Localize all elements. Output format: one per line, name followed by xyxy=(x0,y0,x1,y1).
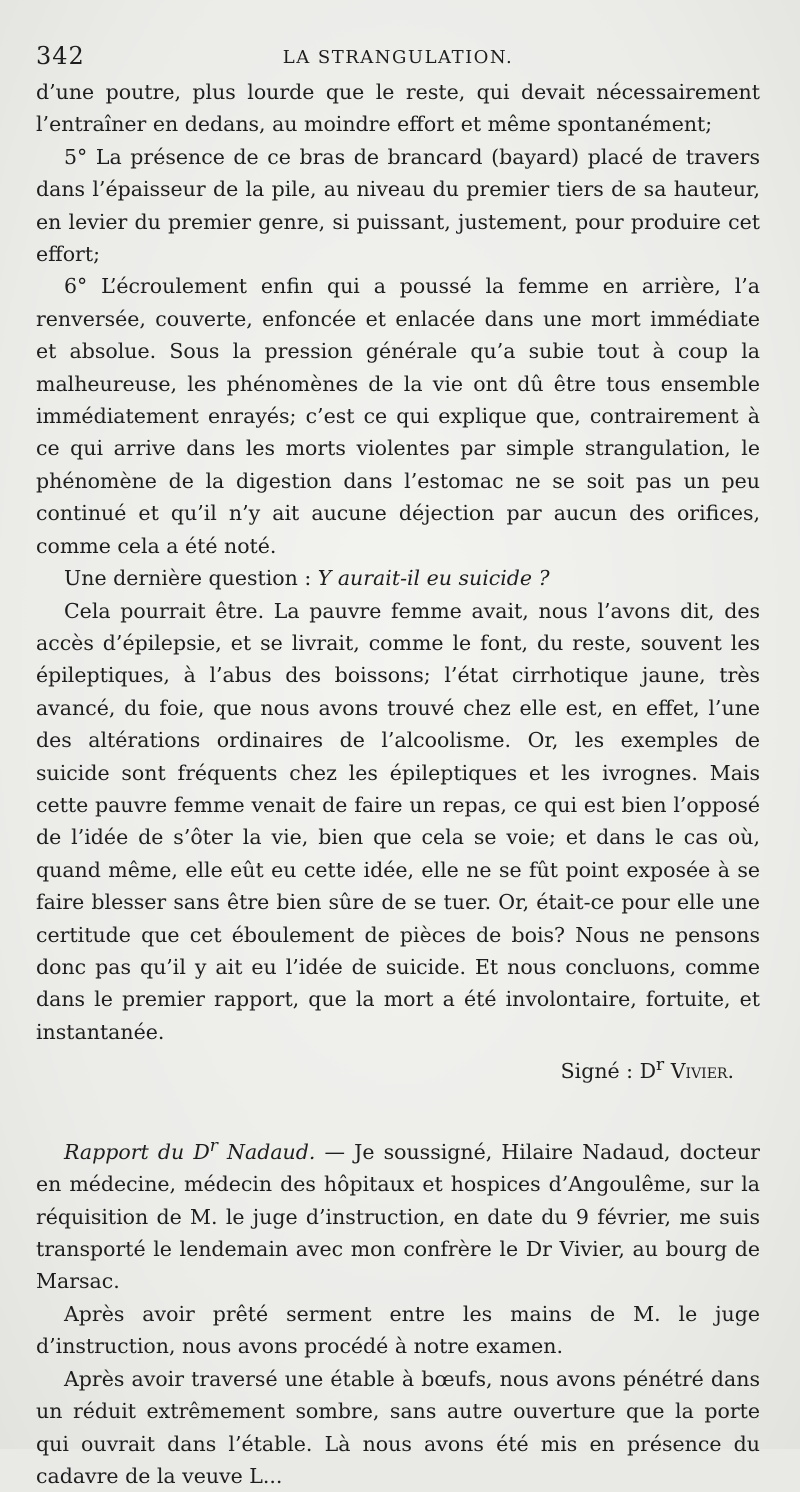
paragraph-question xyxy=(36,562,760,594)
paragraph-suicide-discussion: Cela pourrait être. La pauvre femme avait, nous l’avons dit, des accès d’épilepsie, et se livrait, comme le font, du reste, souvent les épileptiques, à l’abus des boissons; l’état cirrhotique jaune, très avancé, du foie, que nous avons trouvé chez elle est, en effet, l’une des altérations ordinaires de l’alcoolisme. Or, les exemples de suicide sont fréquents chez les épileptiques et les ivrognes. Mais cette pauvre femme venait de faire un repas, ce qui est bien l’opposé de l’idée de s’ôter la vie, bien que cela se voie; et dans le cas où, quand même, elle eût eu cette idée, elle ne se fût point exposée à se faire blesser sans être bien sûre de se tuer. Or, était-ce pour elle une certitude que cet éboulement de pièces de bois? Nous ne pensons donc pas qu’il y ait eu l’idée de suicide. Et nous concluons, comme dans le premier rapport, que la mort a été involontaire, fortuite, et instantanée. xyxy=(36,598,760,1044)
paragraph-oath: Après avoir prêté serment entre les mains de M. le juge d’instruction, nous avons procédé à notre examen. xyxy=(36,1301,760,1359)
report-title-sup: r xyxy=(209,1136,218,1157)
paragraph-stable: Après avoir traversé une étable à bœufs, nous avons pénétré dans un réduit extrêmement sombre, sans autre ouverture que la porte qui ouvrait dans l’étable. Là nous avons été mis en présence du cadavre de la veuve L... xyxy=(36,1366,760,1488)
report-title-b: Nadaud. xyxy=(217,1139,316,1164)
paragraph-item-6: 6° L’écroulement enfin qui a poussé la femme en arrière, l’a renversée, couverte, enfoncée et enlacée dans une mort immédiate et absolue. Sous la pression générale qu’a subie tout à coup la malheureuse, les phénomènes de la vie ont dû être tous ensemble immédiatement enrayés; c’est ce qui explique que, contrairement à ce qui arrive dans les morts violentes par simple strangulation, le phénomène de la digestion dans l’estomac ne se soit pas un peu continué et qu’il n’y ait aucune déjection par aucun des orifices, comme cela a été noté. xyxy=(36,274,760,558)
signature-prefix: Signé : D xyxy=(560,1059,657,1084)
signature xyxy=(36,1048,760,1088)
paragraph-item-5: 5° La présence de ce bras de brancard (bayard) placé de travers dans l’épaisseur de la pile, au niveau du premier tiers de sa hauteur, en levier du premier genre, si puissant, justement, pour produire cet effort; xyxy=(36,144,760,267)
paragraph-continuation: d’une poutre, plus lourde que le reste, qui devait nécessairement l’entraîner en dedans, au moindre effort et même spontanément; xyxy=(36,80,760,137)
section-spacer xyxy=(36,1088,760,1130)
signature-sup: r xyxy=(656,1055,665,1076)
signature-name: Vivier. xyxy=(670,1059,734,1084)
paragraph-nadaud-report xyxy=(36,1130,760,1298)
running-head: LA STRANGULATION. xyxy=(282,47,514,68)
report-text: — Je soussigné, Hilaire Nadaud, docteur en médecine, médecin des hôpitaux et hospices d’Angoulême, sur la réquisition de M. le juge d’instruction, en date du 9 février, me suis transporté le lendemain avec mon confrère le Dr Vivier, au bourg de Marsac. xyxy=(36,1139,760,1294)
report-title-a: Rapport du D xyxy=(64,1139,210,1164)
page-header xyxy=(36,36,760,76)
question-lead: Une dernière question : xyxy=(64,566,318,591)
question-italic: Y aurait-il eu suicide ? xyxy=(317,566,550,591)
page-number: 342 xyxy=(36,42,85,70)
